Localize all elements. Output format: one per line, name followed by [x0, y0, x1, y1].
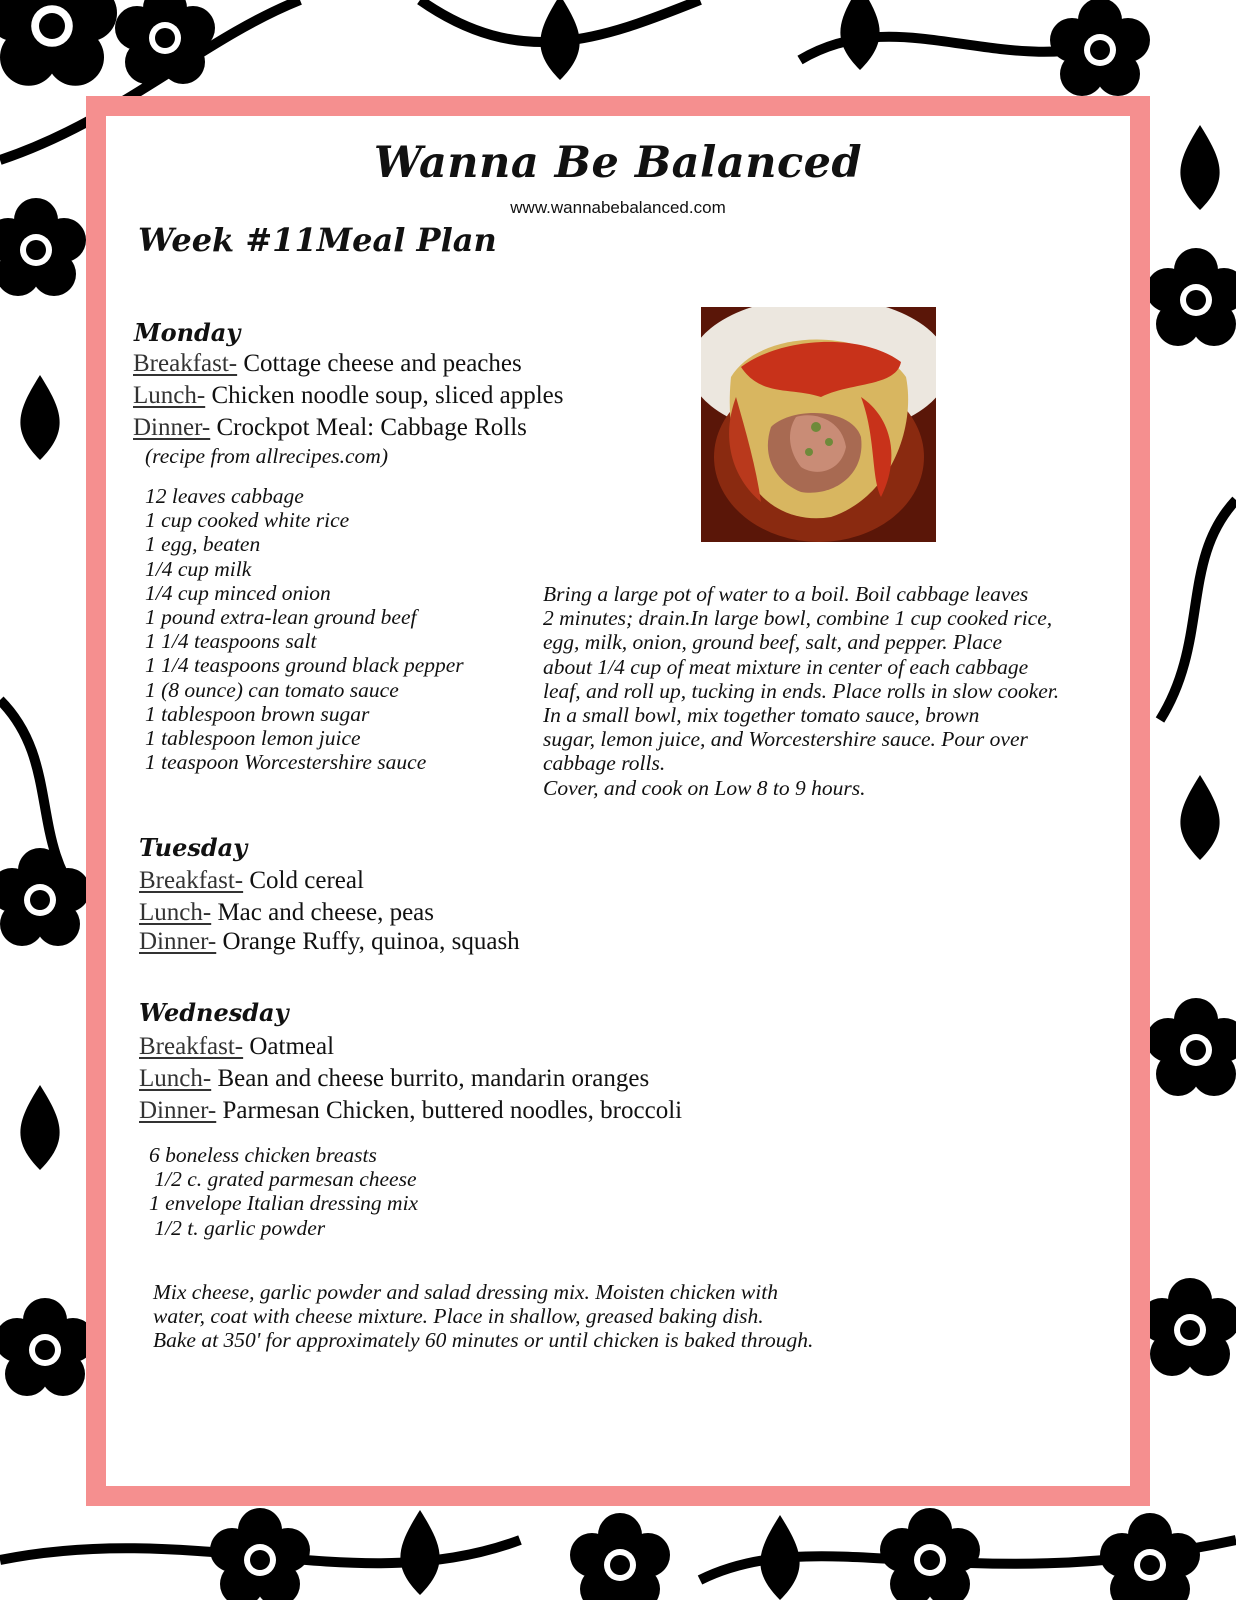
ingredient: 1 (8 ounce) can tomato sauce — [145, 677, 399, 702]
recipe-source: (recipe from allrecipes.com) — [145, 444, 388, 468]
meal-plan-card — [86, 96, 1150, 1506]
direction-line: about 1/4 cup of meat mixture in center of each cabbage — [543, 654, 1029, 679]
breakfast-label: Breakfast- — [139, 867, 244, 894]
direction-line: cabbage rolls. — [543, 751, 666, 776]
day-heading-wednesday: Wednesday — [139, 998, 289, 1027]
ingredient: 6 boneless chicken breasts — [149, 1143, 377, 1167]
tuesday-breakfast — [139, 867, 364, 895]
ingredient: 1 tablespoon brown sugar — [145, 701, 370, 726]
ingredient: 1 1/4 teaspoons salt — [145, 629, 317, 654]
direction-line: Cover, and cook on Low 8 to 9 hours. — [543, 775, 866, 800]
ingredient: 1 teaspoon Worcestershire sauce — [145, 750, 427, 775]
monday-dinner — [133, 414, 527, 442]
ingredient: 1 1/4 teaspoons ground black pepper — [145, 653, 464, 678]
wednesday-dinner — [139, 1097, 682, 1125]
ingredient: 1 tablespoon lemon juice — [145, 726, 361, 751]
cabbage-rolls-ingredients — [145, 484, 464, 774]
direction-line: sugar, lemon juice, and Worcestershire sauce. Pour over — [543, 727, 1028, 752]
monday-lunch — [133, 382, 563, 410]
dinner-label: Dinner- — [139, 1097, 217, 1124]
cabbage-rolls-directions — [543, 582, 1123, 800]
lunch-value: Bean and cheese burrito, mandarin oranges — [217, 1065, 650, 1092]
breakfast-label: Breakfast- — [139, 1033, 244, 1060]
ingredient: 1/2 t. garlic powder — [149, 1215, 326, 1240]
direction-line: In a small bowl, mix together tomato sauce, brown — [543, 703, 980, 728]
lunch-value: Mac and cheese, peas — [217, 899, 435, 926]
dinner-label: Dinner- — [139, 928, 217, 955]
lunch-value: Chicken noodle soup, sliced apples — [211, 382, 564, 409]
breakfast-value: Oatmeal — [249, 1033, 335, 1060]
direction-line: leaf, and roll up, tucking in ends. Place rolls in slow cooker. — [543, 678, 1060, 703]
ingredient: 1 cup cooked white rice — [145, 508, 350, 533]
breakfast-value: Cold cereal — [249, 867, 364, 894]
tuesday-dinner — [139, 928, 520, 956]
direction-line: Mix cheese, garlic powder and salad dressing mix. Moisten chicken with — [153, 1280, 778, 1304]
dinner-value: Crockpot Meal: Cabbage Rolls — [216, 414, 527, 441]
plan-title: Week #11Meal Plan — [138, 221, 497, 259]
ingredient: 1 envelope Italian dressing mix — [149, 1191, 419, 1216]
parmesan-chicken-ingredients — [149, 1143, 418, 1240]
ingredient: 12 leaves cabbage — [145, 484, 304, 508]
dinner-label: Dinner- — [133, 414, 211, 441]
direction-line: 2 minutes; drain.In large bowl, combine 1 cup cooked rice, — [543, 606, 1053, 631]
direction-line: egg, milk, onion, ground beef, salt, and pepper. Place — [543, 630, 1002, 655]
day-heading-tuesday: Tuesday — [139, 833, 248, 862]
wednesday-lunch — [139, 1065, 649, 1093]
dinner-value: Parmesan Chicken, buttered noodles, broccoli — [222, 1097, 683, 1124]
direction-line: water, coat with cheese mixture. Place in shallow, greased baking dish. — [153, 1304, 764, 1329]
lunch-label: Lunch- — [139, 1065, 212, 1092]
tuesday-lunch — [139, 899, 434, 927]
direction-line: Bake at 350' for approximately 60 minutes or until chicken is baked through. — [153, 1328, 814, 1353]
day-heading-monday: Monday — [134, 318, 241, 347]
wednesday-breakfast — [139, 1033, 334, 1061]
cabbage-roll-photo — [701, 307, 936, 542]
ingredient: 1/2 c. grated parmesan cheese — [149, 1167, 417, 1192]
site-url: www.wannabebalanced.com — [510, 198, 726, 217]
direction-line: Bring a large pot of water to a boil. Boil cabbage leaves — [543, 582, 1029, 606]
breakfast-value: Cottage cheese and peaches — [243, 350, 522, 377]
lunch-label: Lunch- — [133, 382, 206, 409]
parmesan-chicken-directions — [153, 1280, 1053, 1353]
ingredient: 1 egg, beaten — [145, 532, 261, 557]
breakfast-label: Breakfast- — [133, 350, 238, 377]
monday-breakfast — [133, 350, 522, 378]
site-title: Wanna Be Balanced — [373, 138, 863, 188]
ingredient: 1/4 cup minced onion — [145, 580, 331, 605]
dinner-value: Orange Ruffy, quinoa, squash — [222, 928, 520, 955]
lunch-label: Lunch- — [139, 899, 212, 926]
ingredient: 1 pound extra-lean ground beef — [145, 605, 417, 630]
ingredient: 1/4 cup milk — [145, 556, 252, 581]
